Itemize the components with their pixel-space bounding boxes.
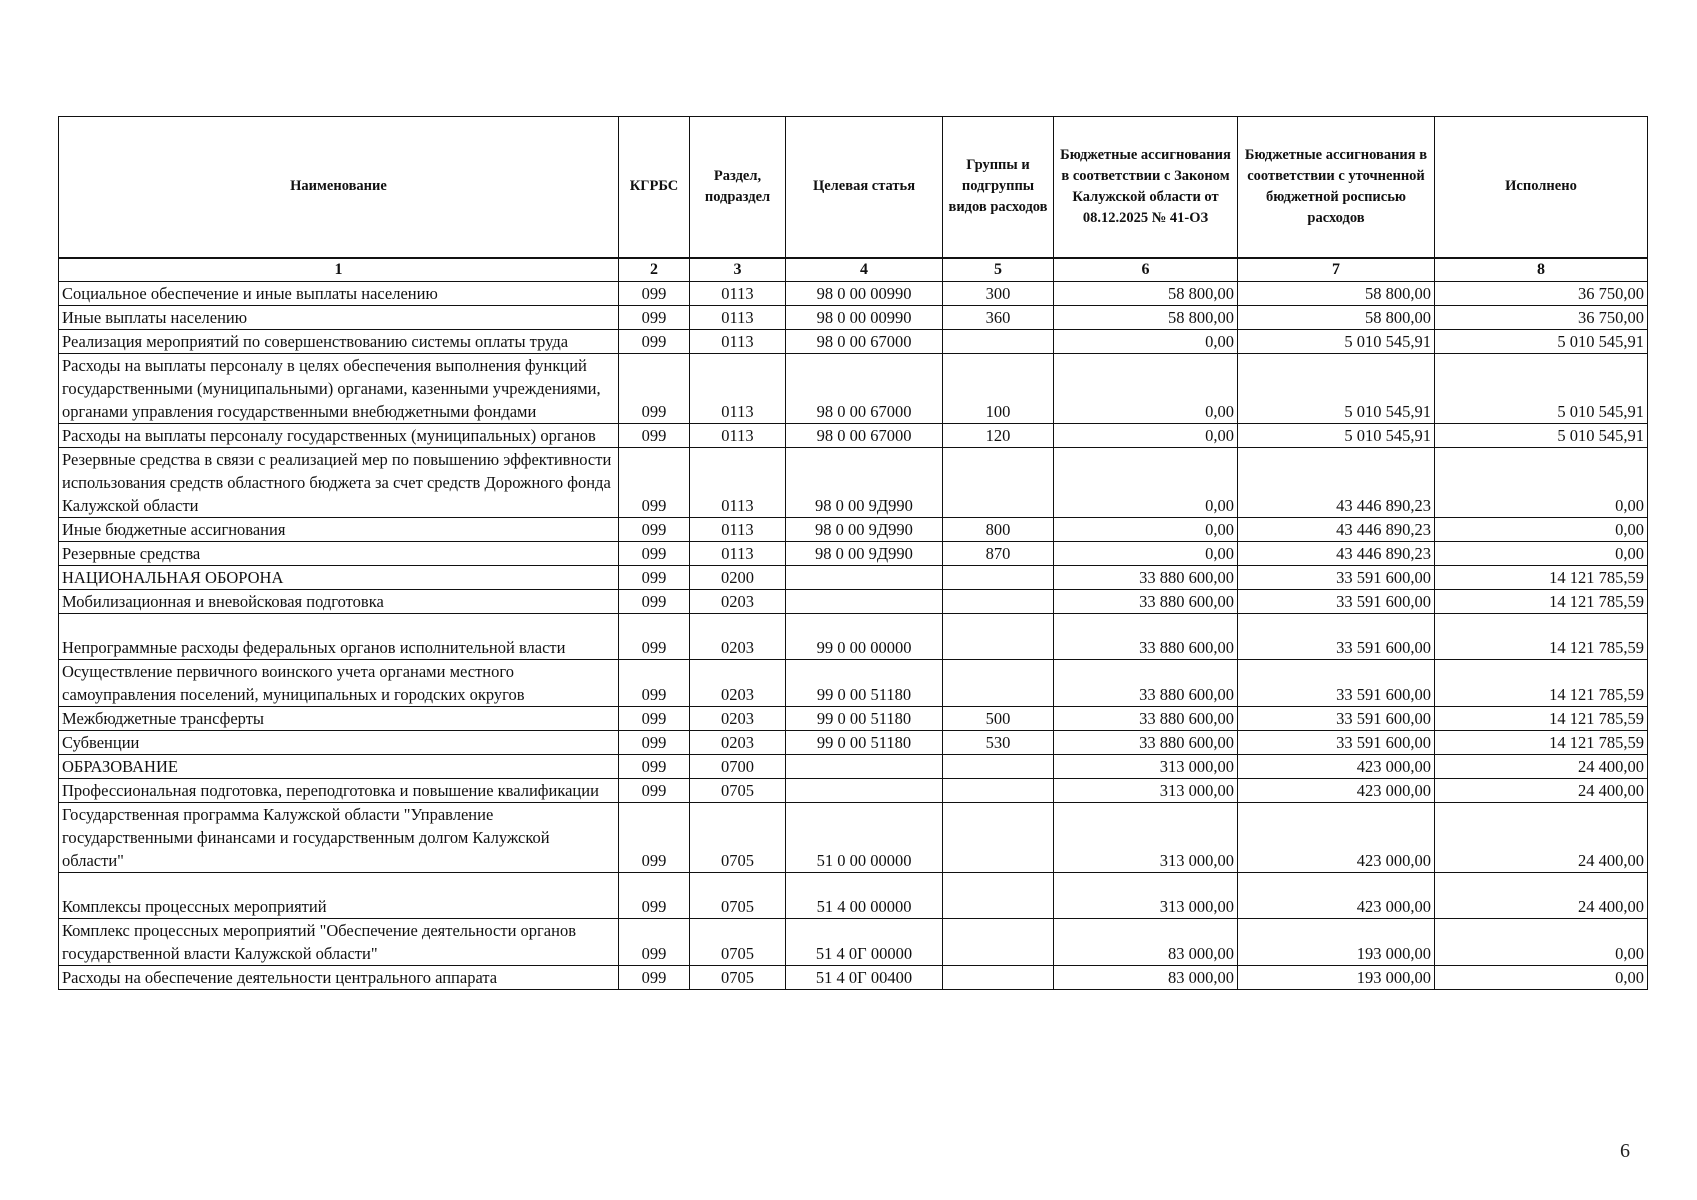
table-row	[59, 872, 1648, 918]
cell-law-amount: 313 000,00	[1054, 872, 1238, 918]
cell-section: 0113	[690, 423, 786, 447]
column-number: 1	[59, 258, 619, 282]
cell-group	[943, 329, 1054, 353]
column-number: 5	[943, 258, 1054, 282]
header-section: Раздел, подраздел	[690, 117, 786, 258]
cell-name: Резервные средства	[59, 541, 619, 565]
cell-group: 500	[943, 706, 1054, 730]
cell-executed-amount: 24 400,00	[1435, 778, 1648, 802]
table-row	[59, 305, 1648, 329]
cell-group: 100	[943, 353, 1054, 423]
cell-group	[943, 447, 1054, 517]
cell-name: Реализация мероприятий по совершенствованию системы оплаты труда	[59, 329, 619, 353]
header-name: Наименование	[59, 117, 619, 258]
cell-kgrbs: 099	[619, 872, 690, 918]
cell-name: Расходы на выплаты персоналу в целях обеспечения выполнения функций государственными (муниципальными) органами, казенными учреждениями, органами управления государственными внебюджетными фондами	[59, 353, 619, 423]
cell-name: Непрограммные расходы федеральных органов исполнительной власти	[59, 613, 619, 659]
cell-name: Межбюджетные трансферты	[59, 706, 619, 730]
cell-target: 98 0 00 67000	[786, 423, 943, 447]
table-row	[59, 423, 1648, 447]
cell-executed-amount: 5 010 545,91	[1435, 423, 1648, 447]
cell-name: Комплекс процессных мероприятий "Обеспечение деятельности органов государственной власти Калужской области"	[59, 918, 619, 965]
cell-section: 0113	[690, 447, 786, 517]
cell-law-amount: 0,00	[1054, 353, 1238, 423]
table-row	[59, 754, 1648, 778]
cell-refined-amount: 33 591 600,00	[1238, 565, 1435, 589]
cell-kgrbs: 099	[619, 706, 690, 730]
cell-executed-amount: 14 121 785,59	[1435, 565, 1648, 589]
cell-law-amount: 83 000,00	[1054, 918, 1238, 965]
cell-section: 0113	[690, 305, 786, 329]
cell-law-amount: 313 000,00	[1054, 754, 1238, 778]
cell-kgrbs: 099	[619, 447, 690, 517]
cell-section: 0113	[690, 353, 786, 423]
cell-law-amount: 0,00	[1054, 517, 1238, 541]
cell-kgrbs: 099	[619, 802, 690, 872]
cell-kgrbs: 099	[619, 589, 690, 613]
cell-law-amount: 58 800,00	[1054, 305, 1238, 329]
column-number-row	[59, 258, 1648, 282]
table-row	[59, 447, 1648, 517]
cell-section: 0705	[690, 918, 786, 965]
cell-law-amount: 0,00	[1054, 447, 1238, 517]
header-target: Целевая статья	[786, 117, 943, 258]
header-row	[59, 117, 1648, 258]
cell-kgrbs: 099	[619, 730, 690, 754]
cell-target: 98 0 00 67000	[786, 329, 943, 353]
cell-name: Социальное обеспечение и иные выплаты населению	[59, 281, 619, 305]
cell-target: 99 0 00 51180	[786, 706, 943, 730]
cell-target: 99 0 00 00000	[786, 613, 943, 659]
cell-executed-amount: 14 121 785,59	[1435, 589, 1648, 613]
cell-section: 0705	[690, 872, 786, 918]
cell-kgrbs: 099	[619, 541, 690, 565]
table-row	[59, 778, 1648, 802]
table-row	[59, 965, 1648, 989]
cell-section: 0113	[690, 281, 786, 305]
cell-law-amount: 33 880 600,00	[1054, 613, 1238, 659]
cell-section: 0113	[690, 541, 786, 565]
cell-refined-amount: 58 800,00	[1238, 281, 1435, 305]
table-row	[59, 517, 1648, 541]
header-executed: Исполнено	[1435, 117, 1648, 258]
cell-target	[786, 565, 943, 589]
cell-target: 98 0 00 9Д990	[786, 447, 943, 517]
cell-name: НАЦИОНАЛЬНАЯ ОБОРОНА	[59, 565, 619, 589]
cell-target: 51 4 0Г 00400	[786, 965, 943, 989]
cell-name: Иные бюджетные ассигнования	[59, 517, 619, 541]
cell-refined-amount: 423 000,00	[1238, 778, 1435, 802]
cell-section: 0113	[690, 517, 786, 541]
column-number: 7	[1238, 258, 1435, 282]
cell-executed-amount: 14 121 785,59	[1435, 659, 1648, 706]
cell-law-amount: 58 800,00	[1054, 281, 1238, 305]
cell-executed-amount: 0,00	[1435, 447, 1648, 517]
cell-target	[786, 754, 943, 778]
cell-section: 0113	[690, 329, 786, 353]
cell-kgrbs: 099	[619, 778, 690, 802]
cell-name: Иные выплаты населению	[59, 305, 619, 329]
cell-kgrbs: 099	[619, 305, 690, 329]
cell-name: Расходы на выплаты персоналу государственных (муниципальных) органов	[59, 423, 619, 447]
cell-section: 0705	[690, 802, 786, 872]
cell-law-amount: 0,00	[1054, 423, 1238, 447]
table-row	[59, 565, 1648, 589]
column-number: 3	[690, 258, 786, 282]
cell-name: Расходы на обеспечение деятельности центрального аппарата	[59, 965, 619, 989]
table-row	[59, 918, 1648, 965]
cell-law-amount: 33 880 600,00	[1054, 730, 1238, 754]
cell-section: 0203	[690, 706, 786, 730]
cell-target: 98 0 00 00990	[786, 305, 943, 329]
cell-section: 0705	[690, 965, 786, 989]
cell-executed-amount: 14 121 785,59	[1435, 706, 1648, 730]
column-number: 2	[619, 258, 690, 282]
cell-group: 530	[943, 730, 1054, 754]
table-row	[59, 589, 1648, 613]
cell-law-amount: 83 000,00	[1054, 965, 1238, 989]
cell-law-amount: 0,00	[1054, 541, 1238, 565]
cell-name: Государственная программа Калужской области "Управление государственными финансами и государственным долгом Калужской области"	[59, 802, 619, 872]
cell-law-amount: 33 880 600,00	[1054, 706, 1238, 730]
cell-executed-amount: 5 010 545,91	[1435, 353, 1648, 423]
cell-law-amount: 33 880 600,00	[1054, 589, 1238, 613]
cell-refined-amount: 423 000,00	[1238, 872, 1435, 918]
cell-kgrbs: 099	[619, 613, 690, 659]
cell-group	[943, 918, 1054, 965]
cell-name: Осуществление первичного воинского учета органами местного самоуправления поселений, муниципальных и городских округов	[59, 659, 619, 706]
cell-refined-amount: 33 591 600,00	[1238, 613, 1435, 659]
table-row	[59, 353, 1648, 423]
table-row	[59, 613, 1648, 659]
cell-kgrbs: 099	[619, 754, 690, 778]
cell-executed-amount: 24 400,00	[1435, 802, 1648, 872]
cell-group: 800	[943, 517, 1054, 541]
cell-name: Комплексы процессных мероприятий	[59, 872, 619, 918]
cell-section: 0200	[690, 565, 786, 589]
cell-name: Резервные средства в связи с реализацией мер по повышению эффективности использования средств областного бюджета за счет средств Дорожного фонда Калужской области	[59, 447, 619, 517]
cell-name: Субвенции	[59, 730, 619, 754]
cell-refined-amount: 33 591 600,00	[1238, 659, 1435, 706]
cell-refined-amount: 423 000,00	[1238, 754, 1435, 778]
cell-name: Мобилизационная и вневойсковая подготовка	[59, 589, 619, 613]
cell-section: 0203	[690, 613, 786, 659]
table-row	[59, 730, 1648, 754]
cell-executed-amount: 24 400,00	[1435, 754, 1648, 778]
cell-law-amount: 33 880 600,00	[1054, 565, 1238, 589]
cell-group: 120	[943, 423, 1054, 447]
cell-refined-amount: 43 446 890,23	[1238, 447, 1435, 517]
cell-law-amount: 313 000,00	[1054, 802, 1238, 872]
table-row	[59, 281, 1648, 305]
cell-target: 51 4 0Г 00000	[786, 918, 943, 965]
cell-target	[786, 778, 943, 802]
cell-kgrbs: 099	[619, 329, 690, 353]
cell-group	[943, 872, 1054, 918]
cell-group	[943, 754, 1054, 778]
cell-executed-amount: 14 121 785,59	[1435, 613, 1648, 659]
cell-kgrbs: 099	[619, 659, 690, 706]
header-refined: Бюджетные ассигнования в соответствии с уточненной бюджетной росписью расходов	[1238, 117, 1435, 258]
budget-table	[58, 116, 1648, 990]
cell-refined-amount: 193 000,00	[1238, 918, 1435, 965]
cell-group	[943, 965, 1054, 989]
cell-section: 0700	[690, 754, 786, 778]
cell-refined-amount: 33 591 600,00	[1238, 730, 1435, 754]
table-row	[59, 329, 1648, 353]
cell-refined-amount: 43 446 890,23	[1238, 541, 1435, 565]
column-number: 4	[786, 258, 943, 282]
cell-kgrbs: 099	[619, 281, 690, 305]
cell-kgrbs: 099	[619, 353, 690, 423]
cell-target	[786, 589, 943, 613]
cell-executed-amount: 0,00	[1435, 965, 1648, 989]
cell-kgrbs: 099	[619, 517, 690, 541]
cell-kgrbs: 099	[619, 965, 690, 989]
cell-name: ОБРАЗОВАНИЕ	[59, 754, 619, 778]
cell-refined-amount: 58 800,00	[1238, 305, 1435, 329]
cell-executed-amount: 5 010 545,91	[1435, 329, 1648, 353]
cell-refined-amount: 5 010 545,91	[1238, 353, 1435, 423]
table-row	[59, 802, 1648, 872]
column-number: 6	[1054, 258, 1238, 282]
cell-target: 99 0 00 51180	[786, 659, 943, 706]
table-body	[59, 281, 1648, 989]
cell-section: 0203	[690, 659, 786, 706]
cell-name: Профессиональная подготовка, переподготовка и повышение квалификации	[59, 778, 619, 802]
cell-executed-amount: 0,00	[1435, 541, 1648, 565]
cell-target: 99 0 00 51180	[786, 730, 943, 754]
cell-refined-amount: 33 591 600,00	[1238, 706, 1435, 730]
table-row	[59, 659, 1648, 706]
cell-executed-amount: 0,00	[1435, 918, 1648, 965]
cell-executed-amount: 0,00	[1435, 517, 1648, 541]
cell-section: 0203	[690, 730, 786, 754]
cell-group: 300	[943, 281, 1054, 305]
cell-group	[943, 613, 1054, 659]
cell-section: 0705	[690, 778, 786, 802]
cell-target: 98 0 00 9Д990	[786, 541, 943, 565]
cell-target: 98 0 00 00990	[786, 281, 943, 305]
cell-executed-amount: 36 750,00	[1435, 305, 1648, 329]
page-number: 6	[1620, 1140, 1630, 1162]
table-row	[59, 541, 1648, 565]
cell-executed-amount: 24 400,00	[1435, 872, 1648, 918]
header-kgrbs: КГРБС	[619, 117, 690, 258]
cell-executed-amount: 14 121 785,59	[1435, 730, 1648, 754]
cell-group	[943, 659, 1054, 706]
cell-kgrbs: 099	[619, 565, 690, 589]
cell-group	[943, 565, 1054, 589]
header-groups: Группы и подгруппы видов расходов	[943, 117, 1054, 258]
cell-target: 51 0 00 00000	[786, 802, 943, 872]
cell-law-amount: 313 000,00	[1054, 778, 1238, 802]
cell-refined-amount: 5 010 545,91	[1238, 329, 1435, 353]
cell-group	[943, 802, 1054, 872]
cell-target: 51 4 00 00000	[786, 872, 943, 918]
cell-refined-amount: 5 010 545,91	[1238, 423, 1435, 447]
table-row	[59, 706, 1648, 730]
column-number: 8	[1435, 258, 1648, 282]
cell-target: 98 0 00 9Д990	[786, 517, 943, 541]
cell-kgrbs: 099	[619, 423, 690, 447]
cell-refined-amount: 193 000,00	[1238, 965, 1435, 989]
cell-group	[943, 778, 1054, 802]
cell-group: 360	[943, 305, 1054, 329]
cell-target: 98 0 00 67000	[786, 353, 943, 423]
cell-group: 870	[943, 541, 1054, 565]
cell-refined-amount: 33 591 600,00	[1238, 589, 1435, 613]
cell-refined-amount: 423 000,00	[1238, 802, 1435, 872]
cell-section: 0203	[690, 589, 786, 613]
cell-law-amount: 33 880 600,00	[1054, 659, 1238, 706]
cell-group	[943, 589, 1054, 613]
header-law: Бюджетные ассигнования в соответствии с Законом Калужской области от 08.12.2025 № 41-ОЗ	[1054, 117, 1238, 258]
cell-refined-amount: 43 446 890,23	[1238, 517, 1435, 541]
cell-kgrbs: 099	[619, 918, 690, 965]
cell-executed-amount: 36 750,00	[1435, 281, 1648, 305]
cell-law-amount: 0,00	[1054, 329, 1238, 353]
budget-table-container	[58, 116, 1648, 990]
